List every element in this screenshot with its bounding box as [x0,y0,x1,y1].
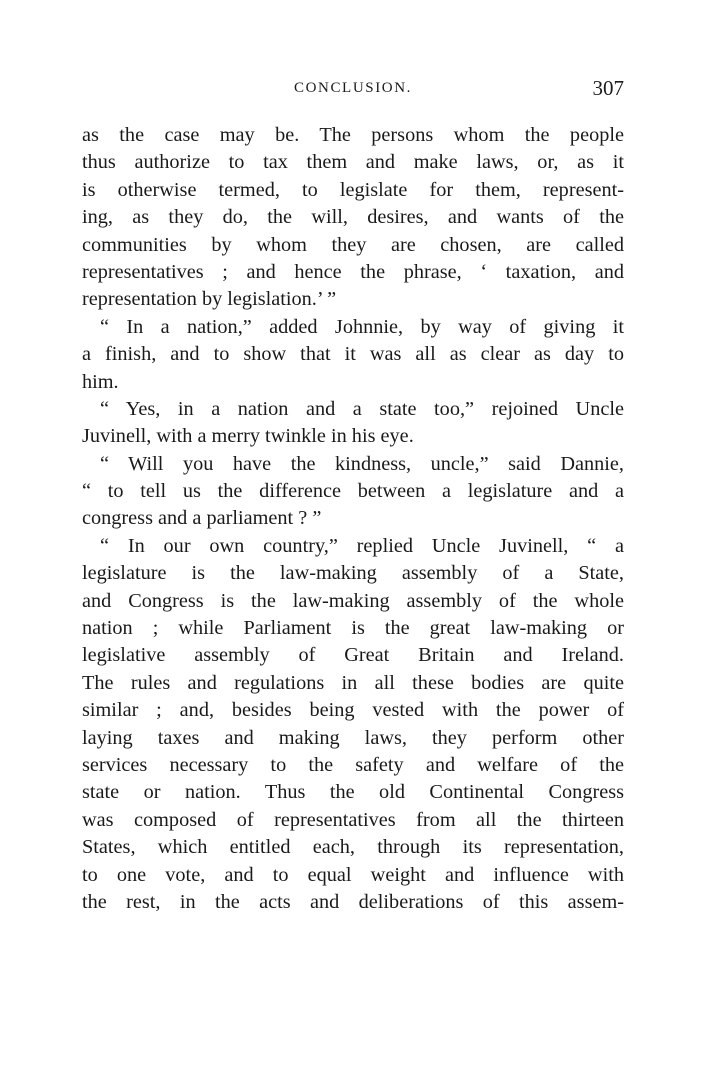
text-line: nation ; while Parliament is the great law-making or [82,617,624,640]
text-line: The rules and regulations in all these bodies are quite [82,671,624,694]
text-line: him. [82,370,119,393]
text-line: was composed of representatives from all the thirteen [82,808,624,831]
text-line: legislative assembly of Great Britain and Ireland. [82,644,624,667]
text-line: “ In our own country,” replied Uncle Juvinell, “ a [100,534,624,557]
text-line: similar ; and, besides being vested with the power of [82,699,624,722]
text-line: States, which entitled each, through its representation, [82,836,624,859]
page-number: 307 [592,76,624,100]
text-line: legislature is the law-making assembly of a State, [82,562,624,585]
text-line: services necessary to the safety and welfare of the [82,753,624,776]
text-line: Juvinell, with a merry twinkle in his eye. [82,425,414,448]
page-header [82,76,624,106]
text-line: congress and a parliament ? ” [82,507,322,530]
text-line: laying taxes and making laws, they perform other [82,726,624,749]
text-line: as the case may be. The persons whom the people [82,124,624,146]
text-line: is otherwise termed, to legislate for them, represent- [82,178,624,201]
text-line: representation by legislation.’ ” [82,288,337,311]
text-line: ing, as they do, the will, desires, and wants of the [82,206,624,229]
text-line: “ Will you have the kindness, uncle,” said Dannie, [100,452,624,475]
text-line: “ to tell us the difference between a legislature and a [82,480,624,503]
text-line: a finish, and to show that it was all as clear as day to [82,343,624,366]
text-line: thus authorize to tax them and make laws, or, as it [82,151,624,174]
text-line: “ In a nation,” added Johnnie, by way of giving it [100,315,624,338]
body-text [82,122,624,916]
text-line: the rest, in the acts and deliberations of this assem- [82,890,624,913]
text-line: and Congress is the law-making assembly of the whole [82,589,624,612]
text-line: communities by whom they are chosen, are called [82,233,624,256]
text-line: representatives ; and hence the phrase, ‘ taxation, and [82,260,624,283]
running-head: CONCLUSION. [293,80,413,96]
text-line: to one vote, and to equal weight and influence with [82,863,624,886]
text-line: “ Yes, in a nation and a state too,” rejoined Uncle [100,397,624,420]
text-line: state or nation. Thus the old Continental Congress [82,781,624,804]
